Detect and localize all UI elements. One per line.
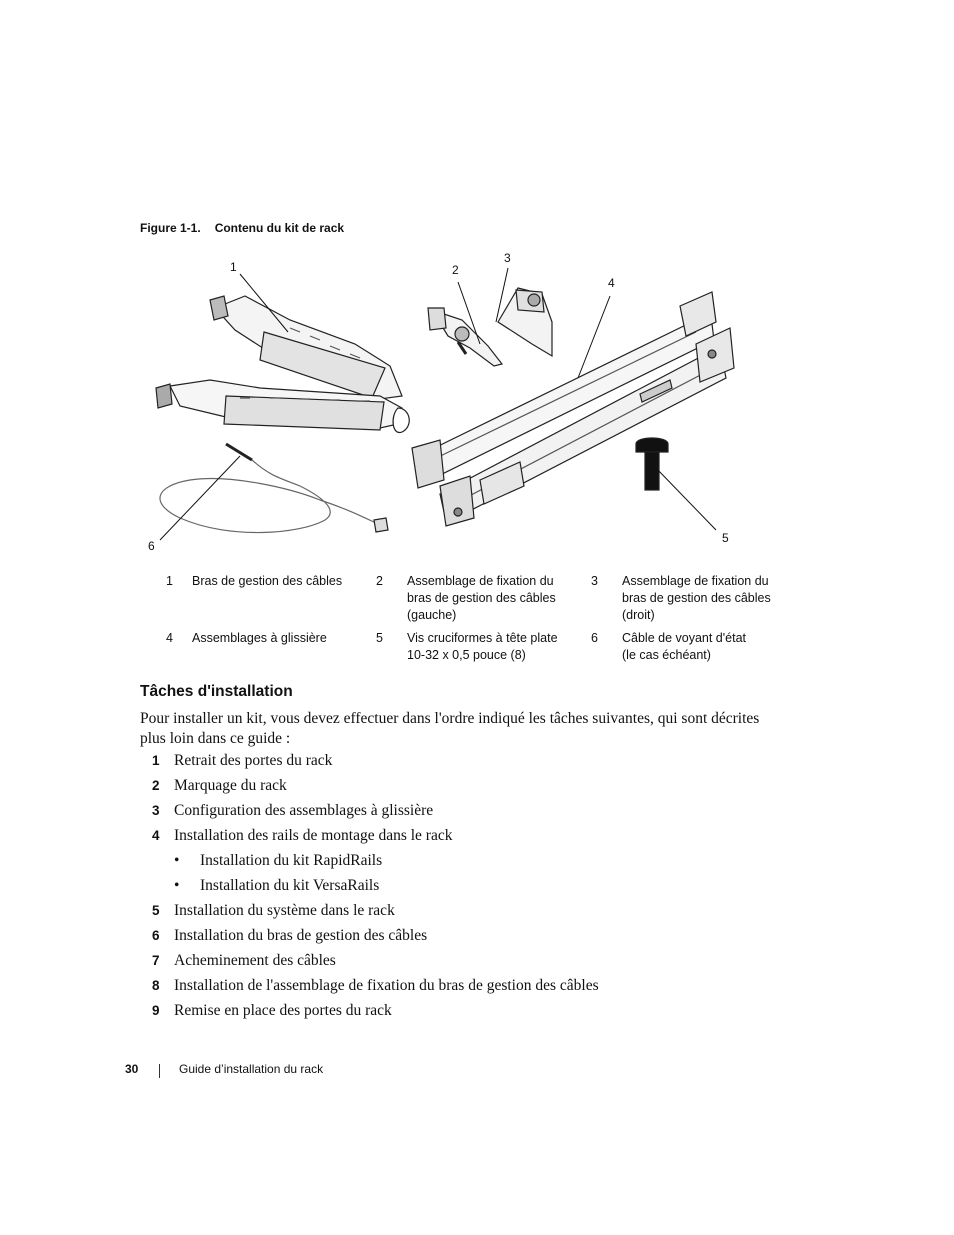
legend-text: Assemblages à glissière xyxy=(192,631,327,645)
screw-drawing xyxy=(636,438,668,490)
step-text: Installation des rails de montage dans le rack xyxy=(174,827,453,844)
step-text: Installation du système dans le rack xyxy=(174,902,395,919)
bullet: • xyxy=(174,877,180,894)
step-number: 5 xyxy=(152,903,160,918)
callout-5: 5 xyxy=(722,531,729,545)
step-number: 1 xyxy=(152,753,160,768)
step-text: Retrait des portes du rack xyxy=(174,752,333,769)
substep-text: Installation du kit VersaRails xyxy=(200,877,380,894)
legend-text-line: (le cas échéant) xyxy=(622,648,711,662)
legend-text-line: Assemblage de fixation du xyxy=(622,574,769,588)
callout-3: 3 xyxy=(504,251,511,265)
step-number: 4 xyxy=(152,828,160,843)
legend-text-line: (droit) xyxy=(622,608,655,622)
legend-number: 6 xyxy=(591,631,598,645)
legend-number: 1 xyxy=(166,574,173,588)
step-number: 6 xyxy=(152,928,160,943)
callout-1: 1 xyxy=(230,260,237,274)
step-text: Remise en place des portes du rack xyxy=(174,1002,392,1019)
substep-text: Installation du kit RapidRails xyxy=(200,852,383,869)
step-text: Acheminement des câbles xyxy=(174,952,336,969)
page-footer xyxy=(125,1062,525,1080)
step-text: Installation de l'assemblage de fixation du bras de gestion des câbles xyxy=(174,977,599,994)
step-number: 9 xyxy=(152,1003,160,1018)
step-text: Configuration des assemblages à glissière xyxy=(174,802,434,819)
legend-text-line: bras de gestion des câbles xyxy=(622,591,771,605)
callout-2: 2 xyxy=(452,263,459,277)
intro-paragraph: Pour installer un kit, vous devez effectuer dans l'ordre indiqué les tâches suivantes, qui sont décrites plus loin dans ce guide : xyxy=(140,710,760,747)
rack-kit-illustration xyxy=(140,248,760,558)
callout-6: 6 xyxy=(148,539,155,553)
cable-management-arm-drawing xyxy=(156,296,409,433)
legend-text-line: Vis cruciformes à tête plate xyxy=(407,631,558,645)
legend-text-line: Câble de voyant d'état xyxy=(622,631,746,645)
legend-text-line: 10-32 x 0,5 pouce (8) xyxy=(407,648,526,662)
legend-number: 2 xyxy=(376,574,383,588)
step-text: Marquage du rack xyxy=(174,777,287,794)
legend-number: 4 xyxy=(166,631,173,645)
legend-text: Bras de gestion des câbles xyxy=(192,574,343,588)
figure-label: Figure 1-1. xyxy=(140,221,201,235)
bullet: • xyxy=(174,852,180,869)
legend-number: 5 xyxy=(376,631,383,645)
figure-title: Contenu du kit de rack xyxy=(214,221,345,235)
step-number: 7 xyxy=(152,953,160,968)
legend-text-line: bras de gestion des câbles xyxy=(407,591,556,605)
rack-kit-figure xyxy=(140,248,760,558)
legend-number: 3 xyxy=(591,574,598,588)
right-bracket-drawing xyxy=(498,288,552,356)
status-indicator-cable-drawing xyxy=(160,444,388,533)
left-bracket-drawing xyxy=(428,308,502,366)
section-heading: Tâches d'installation xyxy=(140,683,293,700)
page-number: 30 xyxy=(125,1062,139,1076)
figure-caption xyxy=(140,221,344,235)
step-number: 8 xyxy=(152,978,160,993)
callout-4: 4 xyxy=(608,276,615,290)
step-number: 2 xyxy=(152,778,160,793)
step-number: 3 xyxy=(152,803,160,818)
footer-title: Guide d’installation du rack xyxy=(179,1062,324,1076)
step-text: Installation du bras de gestion des câbles xyxy=(174,927,428,944)
footer-separator xyxy=(159,1064,160,1078)
legend-text-line: Assemblage de fixation du xyxy=(407,574,554,588)
legend-text-line: (gauche) xyxy=(407,608,457,622)
